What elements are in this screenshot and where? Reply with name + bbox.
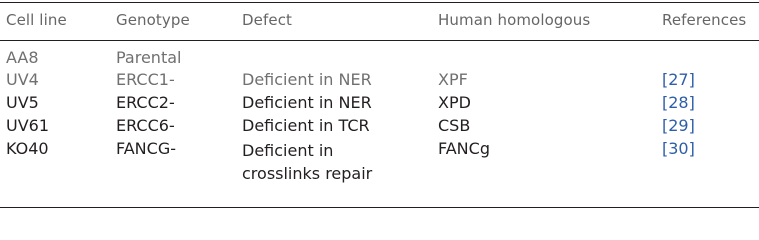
header-defect: Defect	[242, 11, 293, 29]
homolog-value: FANCg	[438, 139, 490, 158]
defect-value: Deficient in NER	[242, 70, 372, 89]
reference-link[interactable]: [27]	[662, 70, 695, 89]
defect-line-2: crosslinks repair	[242, 164, 373, 183]
header-references: References	[662, 11, 747, 29]
defect-line-1: Deficient in	[242, 141, 334, 160]
homolog-value: XPD	[438, 93, 471, 112]
defect-value: Deficient in NER	[242, 93, 372, 112]
cell-line-value: UV5	[6, 93, 39, 112]
cell-line-value: UV4	[6, 70, 39, 89]
genotype-value: Parental	[116, 48, 182, 67]
defect-value: Deficient in TCR	[242, 116, 370, 135]
reference-link[interactable]: [28]	[662, 93, 695, 112]
genotype-value: FANCG-	[116, 139, 176, 158]
cell-line-value: UV61	[6, 116, 50, 135]
cell-line-value: AA8	[6, 48, 39, 67]
reference-link[interactable]: [30]	[662, 139, 695, 158]
header-genotype: Genotype	[116, 11, 190, 29]
table-header-rule	[0, 40, 759, 41]
header-human-homologous: Human homologous	[438, 11, 591, 29]
genotype-value: ERCC2-	[116, 93, 175, 112]
genotype-value: ERCC6-	[116, 116, 175, 135]
homolog-value: XPF	[438, 70, 468, 89]
table-top-rule	[0, 2, 759, 3]
cell-line-value: KO40	[6, 139, 49, 158]
table-bottom-rule	[0, 207, 759, 208]
defect-value	[242, 139, 372, 185]
homolog-value: CSB	[438, 116, 471, 135]
genotype-value: ERCC1-	[116, 70, 175, 89]
header-cell-line: Cell line	[6, 11, 67, 29]
reference-link[interactable]: [29]	[662, 116, 695, 135]
